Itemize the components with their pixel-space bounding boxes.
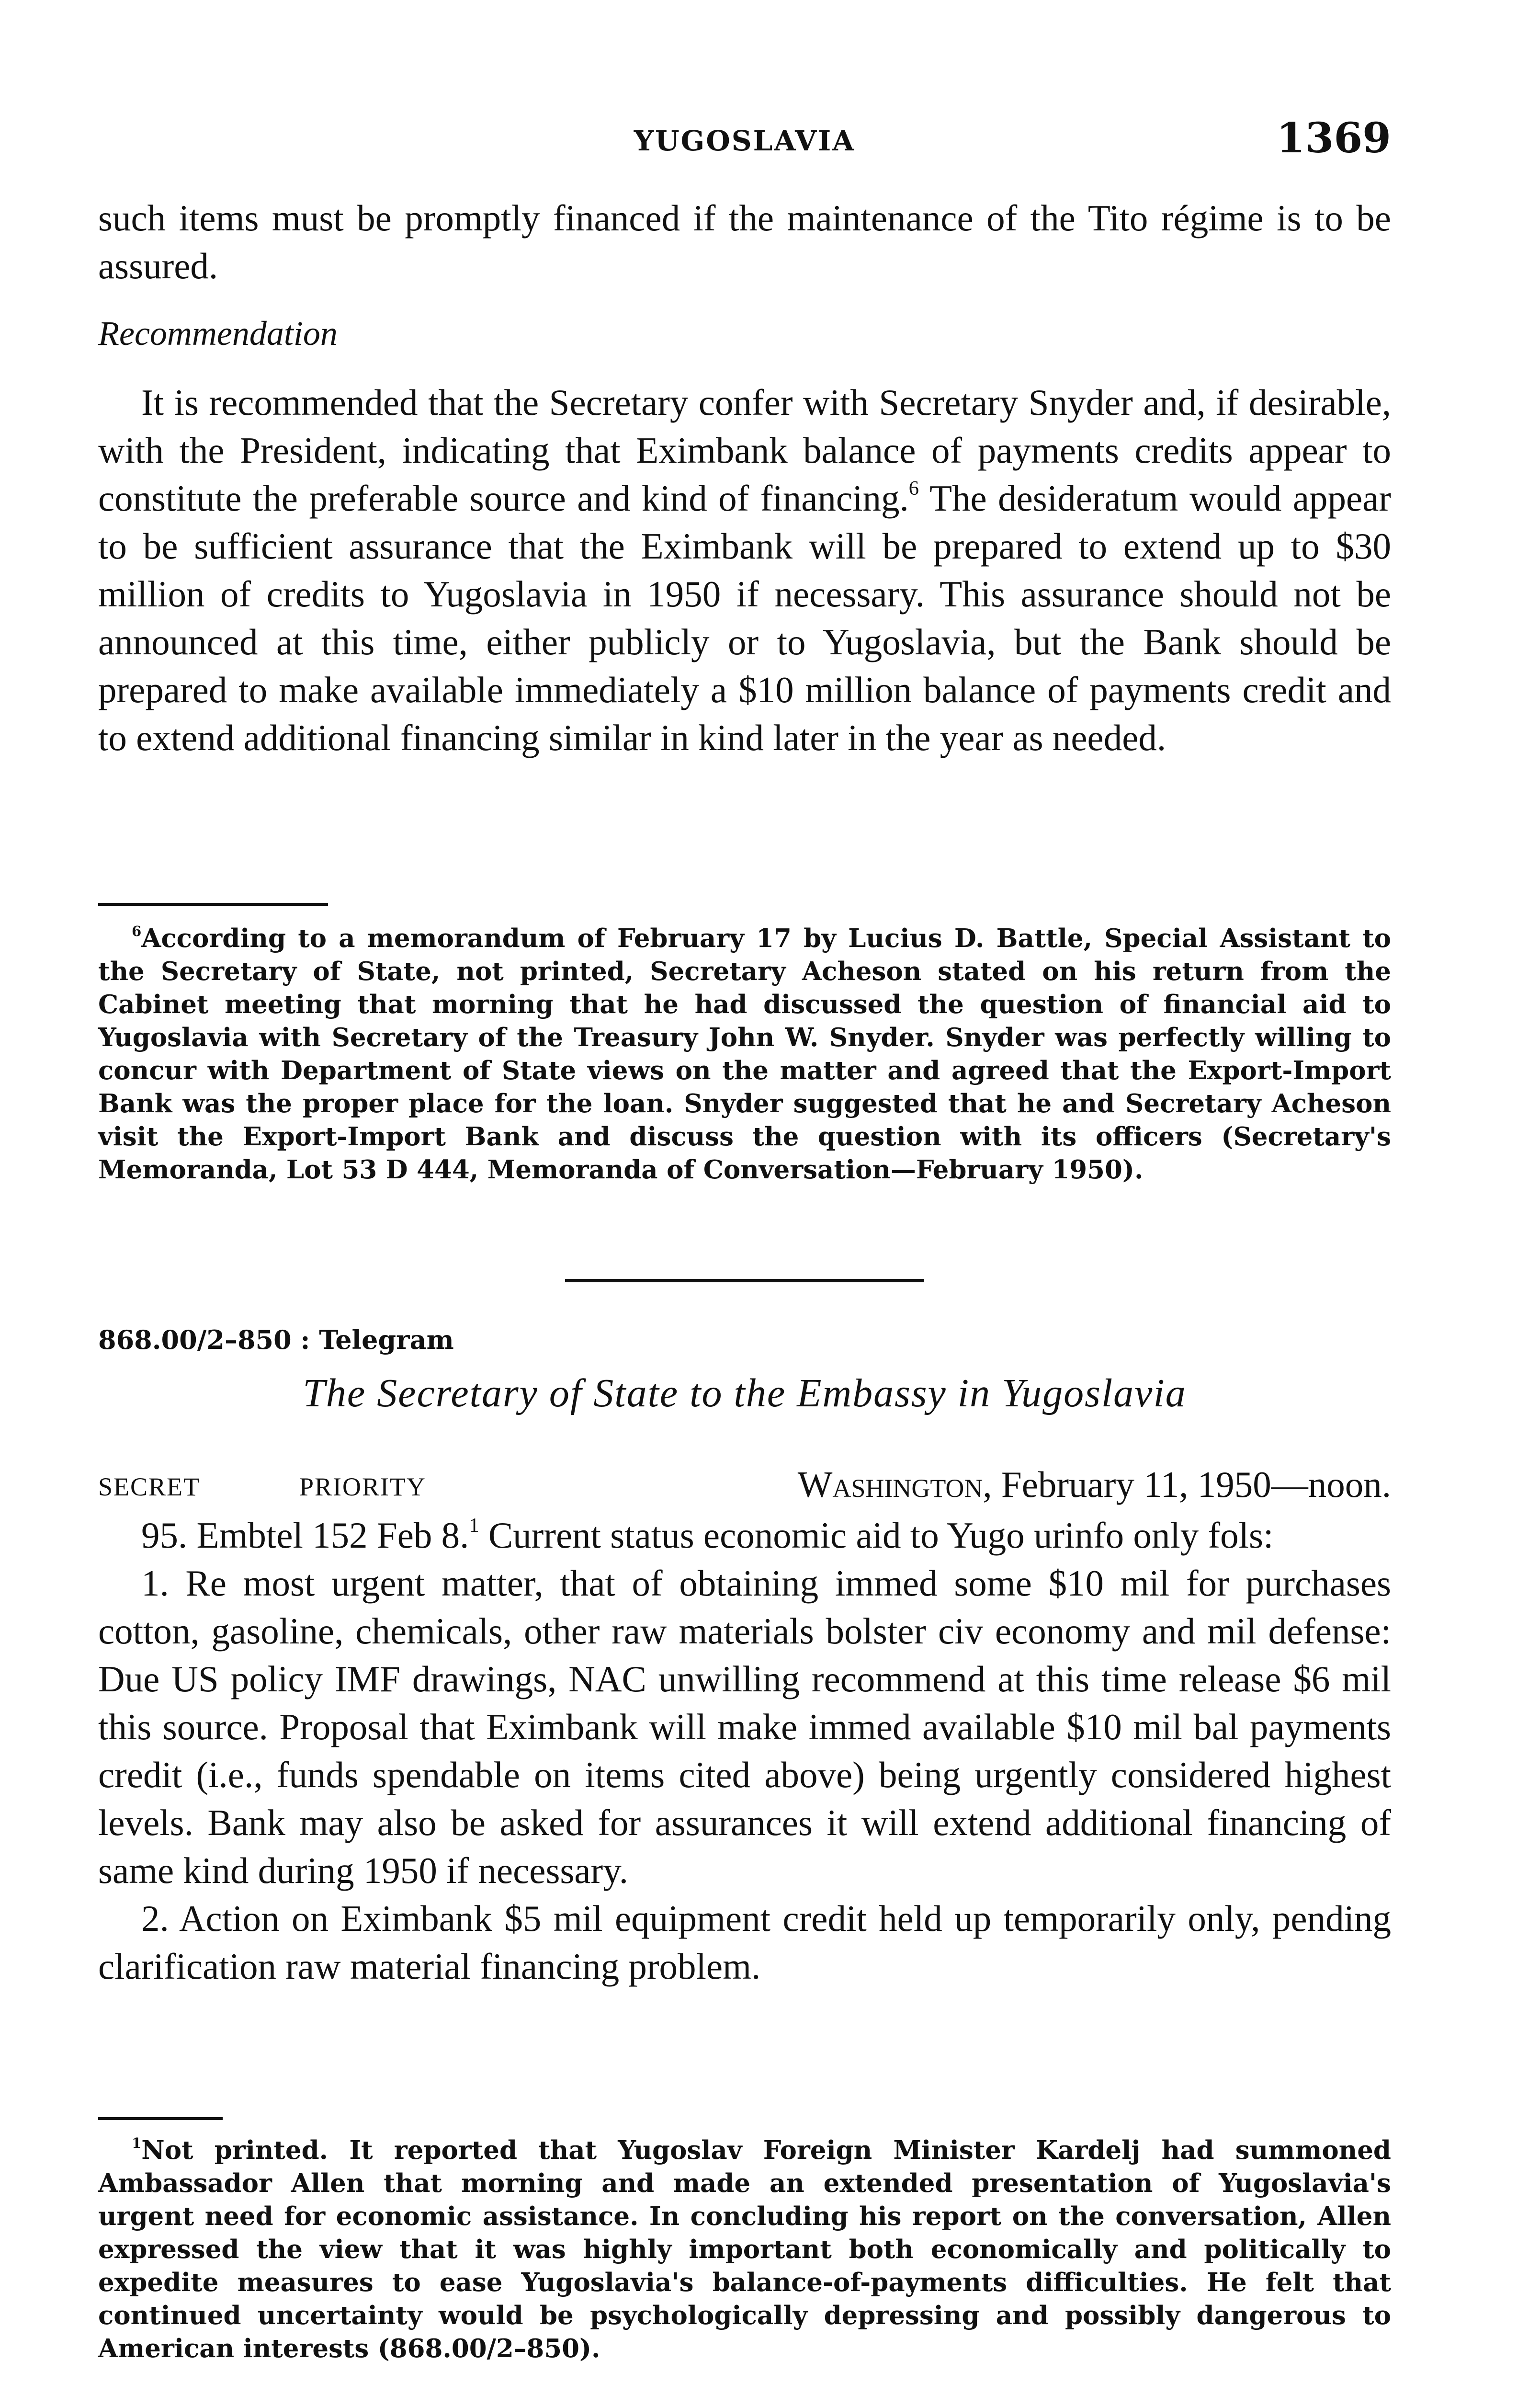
recommendation-text-part2: The desideratum would appear to be sufficient assurance that the Eximbank will be prepared to extend up to $30 million of credits to Yugoslavia in 1950 if necessary. This assurance should not be announced at this time, either publicly or to Yugoslavia, but the Bank should be prepared to make available immediately a $10 million balance of payments credit and to extend additional financing similar in kind later in the year as needed. [98, 478, 1391, 758]
continuation-paragraph: such items must be promptly financed if the maintenance of the Tito régime is to be assured. [98, 197, 1391, 286]
document-title: The Secretary of State to the Embassy in Yugoslavia [303, 1371, 1187, 1415]
recommendation-block [98, 378, 1391, 762]
footnote-1-text: Not printed. It reported that Yugoslav Foreign Minister Kardelj had summoned Ambassador Allen that morning and made an extended presentation of Yugoslavia's urgent need for economic assistance. In concluding his report on the conversation, Allen expressed the view that it was highly important both economically and politically to expedite measures to ease Yugoslavia's balance-of-payments difficulties. He felt that continued uncertainty would be psychologically depressing and possibly dangerous to American interests (868.00/2–850). [98, 2135, 1391, 2363]
footnote-6-marker: 6 [132, 923, 142, 939]
footnote-ref-6[interactable]: 6 [908, 477, 919, 500]
footnote-6 [98, 922, 1391, 1186]
footnote-1 [98, 2134, 1391, 2365]
recommendation-text-part1: It is recommended that the Secretary confer with Secretary Snyder and, if desirable, with the President, indicating that Eximbank balance of payments credits appear to constitute the preferable source and kind of financing. [98, 382, 1391, 519]
footnote-1-marker: 1 [132, 2134, 142, 2151]
footnote-6-text: According to a memorandum of February 17 by Lucius D. Battle, Special Assistant to the Secretary of State, not printed, Secretary Acheson stated on his return from the Cabinet meeting that morning that he had discussed the question of financial aid to Yugoslavia with Secretary of the Treasury John W. Snyder. Snyder was perfectly willing to concur with Department of State views on the matter and agreed that the Export-Import Bank was the proper place for the loan. Snyder suggested that he and Secretary Acheson visit the Export-Import Bank and discuss the question with its officers (Secretary's Memoranda, Lot 53 D 444, Memoranda of Conversation—February 1950). [98, 924, 1391, 1185]
telegram-item-2: 2. Action on Eximbank $5 mil equipment credit held up temporarily only, pending clarification raw material financing problem. [98, 1898, 1391, 1987]
classification-label: SECRET [98, 1472, 201, 1501]
footnote-rule-2 [98, 2117, 223, 2120]
para-95-part1: 95. Embtel 152 Feb 8. [141, 1515, 469, 1556]
continuation-block [98, 194, 1391, 290]
telegram-paragraph-95 [98, 1511, 1391, 1559]
dateline [798, 1463, 1391, 1506]
section-divider [565, 1279, 924, 1282]
recommendation-heading: Recommendation [98, 314, 338, 353]
running-title: YUGOSLAVIA [634, 125, 856, 157]
para-95-part2: Current status economic aid to Yugo urinfo only fols: [479, 1515, 1274, 1556]
document-page [98, 0, 1391, 2395]
telegram-item-1: 1. Re most urgent matter, that of obtaining immed some $10 mil for purchases cotton, gasoline, chemicals, other raw materials bolster civ economy and mil defense: Due US policy IMF drawings, NAC unwilling recommend at this time release $6 mil this source. Proposal that Eximbank will make immed available $10 mil bal payments credit (i.e., funds spendable on items cited above) being urgently considered highest levels. Bank may also be asked for assurances it will extend additional financing of same kind during 1950 if necessary. [98, 1562, 1391, 1891]
page-number: 1369 [1276, 114, 1391, 162]
dateline-place: Washington [797, 1464, 983, 1505]
file-number: 868.00/2–850 : Telegram [98, 1324, 454, 1355]
running-head [98, 114, 1391, 162]
document-meta-row [98, 1463, 1391, 1516]
footnote-ref-1[interactable]: 1 [469, 1514, 479, 1537]
footnote-rule [98, 903, 328, 906]
telegram-body [98, 1511, 1391, 1990]
footnote-6-block [98, 922, 1391, 1186]
recommendation-paragraph [98, 378, 1391, 762]
dateline-date: , February 11, 1950—noon. [983, 1464, 1391, 1505]
footnote-1-block [98, 2134, 1391, 2365]
precedence-label: PRIORITY [299, 1472, 427, 1501]
